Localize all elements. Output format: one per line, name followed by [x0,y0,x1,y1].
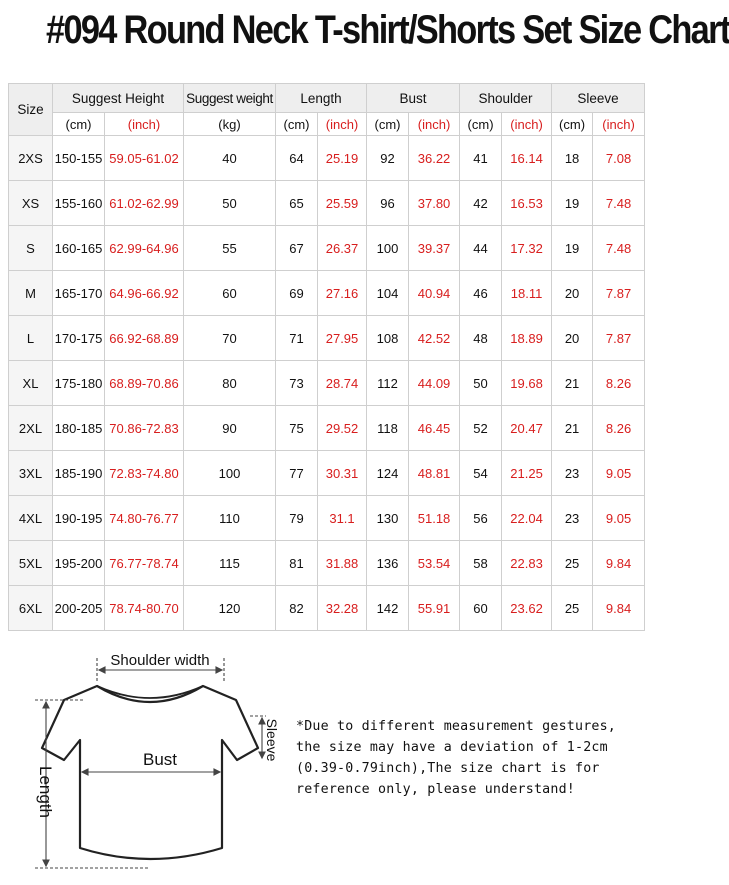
sleeve-cm-cell: 25 [552,541,593,586]
shoulder-header: Shoulder [460,84,552,113]
height-inch-cell: 76.77-78.74 [105,541,184,586]
bust-inch-cell: 51.18 [409,496,460,541]
bust-inch-cell: 36.22 [409,136,460,181]
size-cell: S [9,226,53,271]
shoulder-cm-cell: 58 [460,541,502,586]
bust-inch-cell: 53.54 [409,541,460,586]
sleeve-cm-cell: 18 [552,136,593,181]
shoulder-inch-cell: 22.04 [502,496,552,541]
height-cm-cell: 170-175 [53,316,105,361]
table-row [9,316,645,361]
unit-cm: (cm) [460,113,502,136]
shoulder-cm-cell: 46 [460,271,502,316]
height-inch-cell: 72.83-74.80 [105,451,184,496]
size-cell: XL [9,361,53,406]
bust-cm-cell: 112 [367,361,409,406]
unit-inch: (inch) [593,113,645,136]
shoulder-inch-cell: 20.47 [502,406,552,451]
length-cm-cell: 73 [276,361,318,406]
unit-inch: (inch) [318,113,367,136]
height-cm-cell: 155-160 [53,181,105,226]
table-row [9,406,645,451]
shoulder-cm-cell: 56 [460,496,502,541]
height-cm-cell: 175-180 [53,361,105,406]
shoulder-cm-cell: 48 [460,316,502,361]
table-row [9,226,645,271]
sleeve-header: Sleeve [552,84,645,113]
unit-inch: (inch) [105,113,184,136]
unit-cm: (cm) [367,113,409,136]
sleeve-cm-cell: 19 [552,226,593,271]
shoulder-cm-cell: 41 [460,136,502,181]
size-cell: 5XL [9,541,53,586]
sleeve-inch-cell: 9.84 [593,586,645,631]
height-inch-cell: 78.74-80.70 [105,586,184,631]
weight-cell: 120 [184,586,276,631]
height-inch-cell: 61.02-62.99 [105,181,184,226]
size-cell: L [9,316,53,361]
sleeve-inch-cell: 7.08 [593,136,645,181]
sleeve-cm-cell: 21 [552,406,593,451]
length-cm-cell: 65 [276,181,318,226]
table-row [9,451,645,496]
height-cm-cell: 165-170 [53,271,105,316]
bust-cm-cell: 136 [367,541,409,586]
length-inch-cell: 29.52 [318,406,367,451]
shoulder-cm-cell: 54 [460,451,502,496]
sleeve-inch-cell: 7.48 [593,226,645,271]
height-cm-cell: 150-155 [53,136,105,181]
bust-inch-cell: 48.81 [409,451,460,496]
length-cm-cell: 67 [276,226,318,271]
length-cm-cell: 81 [276,541,318,586]
note-line: (0.39-0.79inch),The size chart is for [296,761,600,776]
sleeve-cm-cell: 25 [552,586,593,631]
length-inch-cell: 28.74 [318,361,367,406]
table-row [9,586,645,631]
size-cell: 2XL [9,406,53,451]
sleeve-label: Sleeve [264,718,280,762]
bust-cm-cell: 130 [367,496,409,541]
length-inch-cell: 27.95 [318,316,367,361]
height-inch-cell: 62.99-64.96 [105,226,184,271]
bust-inch-cell: 46.45 [409,406,460,451]
height-inch-cell: 59.05-61.02 [105,136,184,181]
size-cell: M [9,271,53,316]
bust-inch-cell: 44.09 [409,361,460,406]
length-inch-cell: 25.19 [318,136,367,181]
bust-cm-cell: 124 [367,451,409,496]
bust-inch-cell: 55.91 [409,586,460,631]
table-row [9,361,645,406]
sleeve-cm-cell: 20 [552,316,593,361]
bust-cm-cell: 96 [367,181,409,226]
shoulder-inch-cell: 18.11 [502,271,552,316]
size-cell: 6XL [9,586,53,631]
weight-header: Suggest weight [184,84,276,113]
length-inch-cell: 27.16 [318,271,367,316]
shoulder-inch-cell: 22.83 [502,541,552,586]
bust-cm-cell: 92 [367,136,409,181]
size-cell: 4XL [9,496,53,541]
weight-cell: 55 [184,226,276,271]
table-header-row [9,84,645,113]
height-inch-cell: 66.92-68.89 [105,316,184,361]
length-cm-cell: 79 [276,496,318,541]
unit-inch: (inch) [502,113,552,136]
length-inch-cell: 26.37 [318,226,367,271]
shoulder-inch-cell: 21.25 [502,451,552,496]
length-inch-cell: 32.28 [318,586,367,631]
table-row [9,136,645,181]
weight-cell: 50 [184,181,276,226]
size-deviation-note [296,716,646,800]
length-cm-cell: 75 [276,406,318,451]
height-header: Suggest Height [53,84,184,113]
sleeve-inch-cell: 7.48 [593,181,645,226]
note-line: the size may have a deviation of 1-2cm [296,740,608,755]
weight-cell: 70 [184,316,276,361]
height-cm-cell: 190-195 [53,496,105,541]
length-cm-cell: 69 [276,271,318,316]
unit-cm: (cm) [53,113,105,136]
sleeve-inch-cell: 9.05 [593,496,645,541]
size-cell: XS [9,181,53,226]
sleeve-inch-cell: 7.87 [593,316,645,361]
length-label: Length [36,766,55,818]
height-cm-cell: 160-165 [53,226,105,271]
shoulder-inch-cell: 18.89 [502,316,552,361]
sleeve-cm-cell: 19 [552,181,593,226]
shoulder-cm-cell: 42 [460,181,502,226]
bust-label: Bust [142,750,178,769]
weight-cell: 80 [184,361,276,406]
shoulder-inch-cell: 19.68 [502,361,552,406]
bust-inch-cell: 40.94 [409,271,460,316]
weight-cell: 115 [184,541,276,586]
length-header: Length [276,84,367,113]
bust-cm-cell: 118 [367,406,409,451]
shoulder-inch-cell: 16.53 [502,181,552,226]
height-inch-cell: 70.86-72.83 [105,406,184,451]
shoulder-cm-cell: 44 [460,226,502,271]
unit-cm: (cm) [276,113,318,136]
note-line: reference only, please understand! [296,782,575,797]
table-row [9,181,645,226]
height-cm-cell: 195-200 [53,541,105,586]
length-inch-cell: 25.59 [318,181,367,226]
length-inch-cell: 30.31 [318,451,367,496]
size-cell: 2XS [9,136,53,181]
weight-cell: 100 [184,451,276,496]
table-row [9,271,645,316]
height-cm-cell: 200-205 [53,586,105,631]
bust-cm-cell: 142 [367,586,409,631]
weight-cell: 90 [184,406,276,451]
table-row [9,541,645,586]
sleeve-inch-cell: 9.05 [593,451,645,496]
length-cm-cell: 77 [276,451,318,496]
sleeve-inch-cell: 9.84 [593,541,645,586]
bust-inch-cell: 42.52 [409,316,460,361]
weight-cell: 110 [184,496,276,541]
table-unit-row [9,113,645,136]
length-cm-cell: 64 [276,136,318,181]
page-title: #094 Round Neck T-shirt/Shorts Set Size Chart [46,8,729,52]
height-cm-cell: 180-185 [53,406,105,451]
bust-cm-cell: 108 [367,316,409,361]
sleeve-inch-cell: 8.26 [593,361,645,406]
length-inch-cell: 31.88 [318,541,367,586]
height-inch-cell: 68.89-70.86 [105,361,184,406]
shoulder-cm-cell: 50 [460,361,502,406]
shoulder-cm-cell: 60 [460,586,502,631]
length-cm-cell: 71 [276,316,318,361]
shoulder-inch-cell: 17.32 [502,226,552,271]
bust-inch-cell: 37.80 [409,181,460,226]
bust-cm-cell: 104 [367,271,409,316]
shoulder-inch-cell: 23.62 [502,586,552,631]
sleeve-cm-cell: 21 [552,361,593,406]
table-row [9,496,645,541]
bust-inch-cell: 39.37 [409,226,460,271]
size-header: Size [9,84,53,136]
unit-kg: (kg) [184,113,276,136]
shoulder-inch-cell: 16.14 [502,136,552,181]
tshirt-measurement-diagram [0,630,300,885]
size-chart-table [8,83,645,631]
unit-cm: (cm) [552,113,593,136]
sleeve-cm-cell: 23 [552,496,593,541]
sleeve-inch-cell: 7.87 [593,271,645,316]
weight-cell: 60 [184,271,276,316]
size-cell: 3XL [9,451,53,496]
height-inch-cell: 64.96-66.92 [105,271,184,316]
bust-header: Bust [367,84,460,113]
sleeve-cm-cell: 20 [552,271,593,316]
weight-cell: 40 [184,136,276,181]
length-inch-cell: 31.1 [318,496,367,541]
unit-inch: (inch) [409,113,460,136]
sleeve-cm-cell: 23 [552,451,593,496]
sleeve-inch-cell: 8.26 [593,406,645,451]
bust-cm-cell: 100 [367,226,409,271]
shoulder-width-label: Shoulder width [110,652,210,669]
length-cm-cell: 82 [276,586,318,631]
height-cm-cell: 185-190 [53,451,105,496]
height-inch-cell: 74.80-76.77 [105,496,184,541]
note-line: *Due to different measurement gestures, [296,719,617,734]
shoulder-cm-cell: 52 [460,406,502,451]
